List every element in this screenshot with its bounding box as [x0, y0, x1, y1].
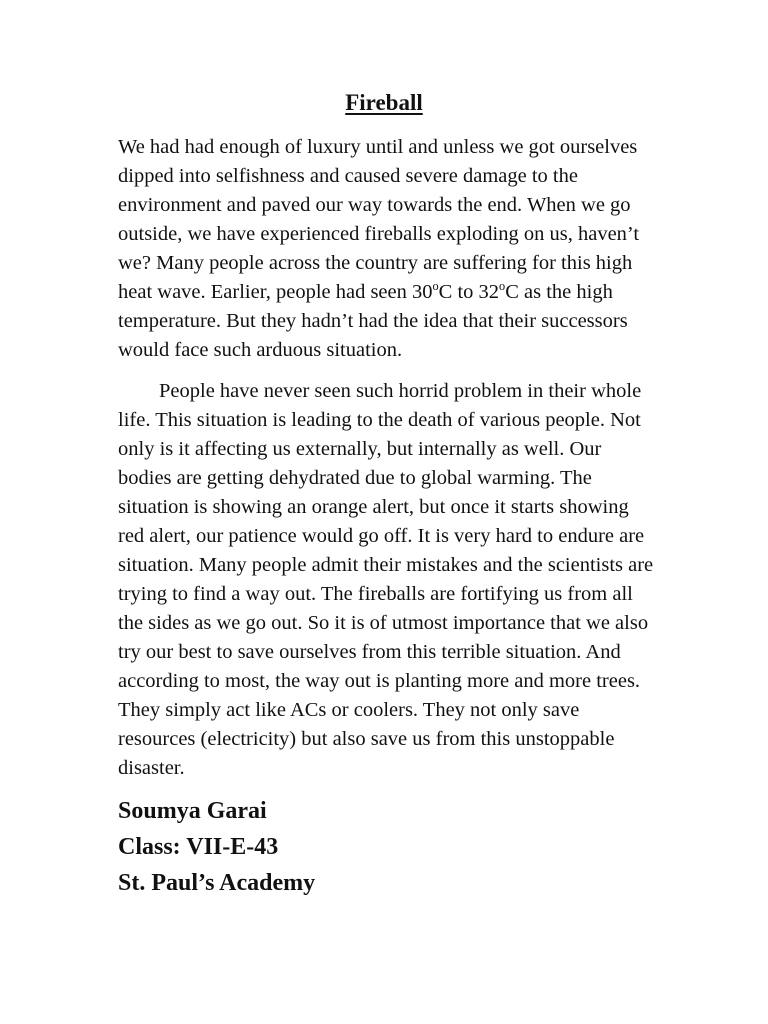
paragraph-1-text-a: We had had enough of luxury until and unless we got ourselves dipped into selfishness and caused severe damage to the environment and paved our way towards the end. When we go outside, we have experienced fireballs exploding on us, haven’t we? Many people across the country are suffering for this high heat wave. Earlier, people had seen 30 — [118, 136, 640, 303]
degree-sign-2: o — [499, 279, 506, 294]
author-class: Class: VII-E-43 — [118, 834, 279, 860]
paragraph-1-text-b: C to 32 — [438, 281, 500, 303]
author-school: St. Paul’s Academy — [118, 870, 316, 896]
author-name: Soumya Garai — [118, 798, 267, 824]
degree-sign-1: o — [432, 279, 439, 294]
paragraph-1-text-c: C as the high temperature. But they hadn’t had the idea that their successors would face such arduous situation. — [118, 281, 628, 361]
author-block — [118, 793, 658, 901]
paragraph-1 — [118, 133, 658, 365]
page-title: Fireball — [345, 90, 423, 115]
paragraph-2: People have never seen such horrid problem in their whole life. This situation is leading to the death of various people. Not only is it affecting us externally, but internally as well. Our bodies are getting dehydrated due to global warming. The situation is showing an orange alert, but once it starts showing red alert, our patience would go off. It is very hard to endure are situation. Many people admit their mistakes and the scientists are trying to find a way out. The fireballs are fortifying us from all the sides as we go out. So it is of utmost importance that we also try our best to save ourselves from this terrible situation. And according to most, the way out is planting more and more trees. They simply act like ACs or coolers. They not only save resources (electricity) but also save us from this unstoppable disaster. — [118, 380, 654, 779]
